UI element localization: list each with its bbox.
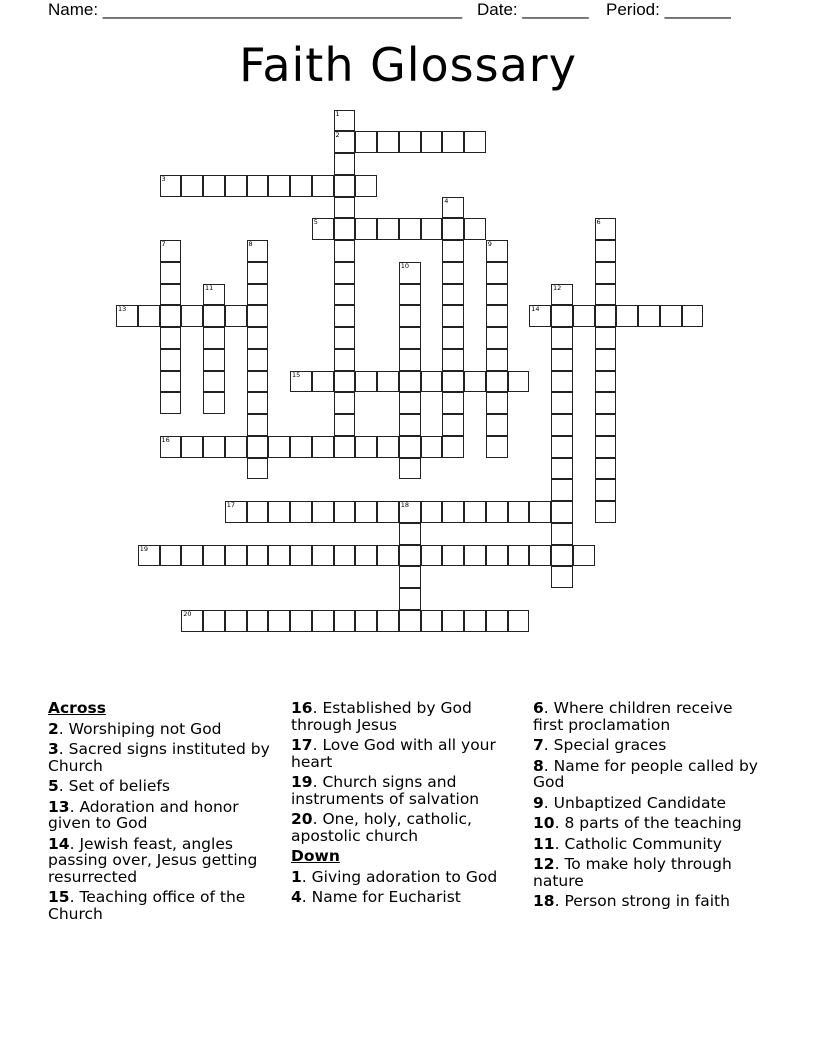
- cell-number: 17: [226, 501, 236, 509]
- cell-number: 13: [118, 305, 127, 314]
- grid-cell[interactable]: [682, 305, 704, 327]
- grid-cell[interactable]: [247, 371, 269, 393]
- grid-cell[interactable]: [160, 349, 182, 371]
- grid-cell[interactable]: [355, 501, 377, 523]
- clue-across-3: 3. Sacred signs instituted by Church: [48, 740, 270, 775]
- clue-across-20: 20. One, holy, catholic, apostolic church: [291, 810, 472, 845]
- clue-down-18: 18. Person strong in faith: [533, 892, 730, 910]
- grid-cell[interactable]: [486, 305, 508, 327]
- cell-number: 19: [139, 544, 149, 553]
- clue-text: Name for Eucharist: [311, 888, 461, 906]
- grid-cell[interactable]: [486, 414, 508, 436]
- clue-number: 18: [533, 892, 555, 910]
- grid-cell[interactable]: [290, 436, 312, 458]
- grid-cell[interactable]: [551, 501, 573, 523]
- clue-number: 8: [533, 756, 544, 775]
- cell-number: 16: [161, 435, 170, 444]
- down-heading: Down: [291, 847, 340, 865]
- grid-cell[interactable]: [442, 371, 464, 393]
- cell-number: 11: [205, 283, 214, 292]
- grid-cell[interactable]: [399, 566, 421, 588]
- grid-cell[interactable]: [399, 218, 421, 240]
- clue-across-5: 5. Set of beliefs: [48, 777, 170, 795]
- grid-cell[interactable]: [442, 414, 464, 436]
- clue-number: 17: [291, 736, 313, 754]
- grid-cell[interactable]: [290, 501, 312, 523]
- grid-cell[interactable]: [486, 349, 508, 371]
- clue-text: To make holy through nature: [533, 855, 732, 890]
- cell-number: 5: [313, 218, 318, 227]
- grid-cell[interactable]: [551, 458, 573, 480]
- grid-cell[interactable]: [442, 240, 464, 262]
- cell-number: 8: [248, 240, 253, 248]
- clue-number: 5: [48, 777, 59, 795]
- grid-cell[interactable]: [486, 610, 508, 632]
- grid-cell[interactable]: [160, 240, 182, 262]
- grid-cell[interactable]: [377, 436, 399, 458]
- grid-cell[interactable]: [486, 327, 508, 349]
- grid-cell[interactable]: [529, 501, 551, 523]
- cell-number: 20: [183, 609, 192, 618]
- grid-cell[interactable]: [399, 392, 421, 414]
- grid-cell[interactable]: [442, 284, 464, 306]
- cell-number: 2: [335, 131, 340, 140]
- grid-cell[interactable]: [595, 479, 617, 501]
- grid-cell[interactable]: [138, 545, 160, 567]
- grid-cell[interactable]: [334, 131, 356, 153]
- clue-number: 16: [291, 699, 313, 717]
- grid-cell[interactable]: [551, 327, 573, 349]
- clue-text: Teaching office of the Church: [48, 888, 246, 923]
- grid-cell[interactable]: [203, 545, 225, 567]
- period-field[interactable]: Period: _______: [606, 0, 731, 19]
- clue-text: Catholic Community: [564, 834, 722, 853]
- clue-down-6: 6. Where children receive first proclamation: [533, 699, 733, 734]
- grid-cell[interactable]: [160, 175, 182, 197]
- grid-cell[interactable]: [334, 327, 356, 349]
- clue-number: 2: [48, 719, 59, 738]
- grid-cell[interactable]: [247, 240, 269, 262]
- grid-cell[interactable]: [508, 545, 530, 567]
- grid-cell[interactable]: [486, 284, 508, 306]
- clue-text: Person strong in faith: [564, 892, 730, 910]
- grid-cell[interactable]: [616, 305, 638, 327]
- grid-cell[interactable]: [203, 392, 225, 414]
- grid-cell[interactable]: [486, 240, 508, 262]
- grid-cell[interactable]: [247, 327, 269, 349]
- grid-cell[interactable]: [203, 175, 225, 197]
- grid-cell[interactable]: [638, 305, 660, 327]
- grid-cell[interactable]: [529, 545, 551, 567]
- grid-cell[interactable]: [334, 545, 356, 567]
- clue-text: Jewish feast, angles passing over, Jesus getting resurrected: [48, 834, 258, 886]
- grid-cell[interactable]: [595, 501, 617, 523]
- grid-cell[interactable]: [508, 371, 530, 393]
- grid-cell[interactable]: [203, 327, 225, 349]
- grid-cell[interactable]: [442, 545, 464, 567]
- cell-number: 1: [335, 109, 340, 118]
- grid-cell[interactable]: [312, 436, 334, 458]
- grid-cell[interactable]: [247, 305, 269, 327]
- grid-cell[interactable]: [160, 436, 182, 458]
- grid-cell[interactable]: [529, 305, 551, 327]
- clue-text: Established by God through Jesus: [291, 699, 472, 734]
- grid-cell[interactable]: [312, 218, 334, 240]
- clue-across-13: 13. Adoration and honor given to God: [48, 797, 239, 832]
- clue-number: 7: [533, 736, 544, 754]
- grid-cell[interactable]: [486, 501, 508, 523]
- grid-cell[interactable]: [355, 371, 377, 393]
- cell-number: 18: [400, 501, 410, 509]
- grid-cell[interactable]: [486, 392, 508, 414]
- clue-number: 10: [533, 814, 555, 832]
- grid-cell[interactable]: [421, 610, 443, 632]
- grid-cell[interactable]: [247, 175, 269, 197]
- grid-cell[interactable]: [355, 218, 377, 240]
- grid-cell[interactable]: [203, 284, 225, 306]
- grid-cell[interactable]: [247, 436, 269, 458]
- grid-cell[interactable]: [312, 175, 334, 197]
- cell-number: 4: [444, 196, 449, 205]
- page-title: Faith Glossary: [239, 38, 577, 92]
- grid-cell[interactable]: [268, 545, 290, 567]
- grid-cell[interactable]: [595, 436, 617, 458]
- clue-down-10: 10. 8 parts of the teaching: [533, 814, 742, 832]
- grid-cell[interactable]: [595, 392, 617, 414]
- grid-cell[interactable]: [464, 218, 486, 240]
- grid-cell[interactable]: [442, 305, 464, 327]
- grid-cell[interactable]: [138, 305, 160, 327]
- grid-cell[interactable]: [247, 458, 269, 480]
- grid-cell[interactable]: [595, 414, 617, 436]
- grid-cell[interactable]: [225, 436, 247, 458]
- grid-cell[interactable]: [334, 436, 356, 458]
- cell-number: 6: [596, 218, 601, 227]
- grid-cell[interactable]: [399, 610, 421, 632]
- grid-cell[interactable]: [290, 371, 312, 393]
- grid-cell[interactable]: [225, 305, 247, 327]
- grid-cell[interactable]: [334, 197, 356, 219]
- grid-cell[interactable]: [334, 175, 356, 197]
- grid-cell[interactable]: [551, 414, 573, 436]
- clues-column-1: [48, 700, 273, 926]
- clue-text: Church signs and instruments of salvation: [291, 773, 480, 808]
- clue-text: Sacred signs instituted by Church: [48, 740, 270, 775]
- grid-cell[interactable]: [290, 175, 312, 197]
- clue-number: 9: [533, 793, 544, 812]
- grid-cell[interactable]: [334, 610, 356, 632]
- grid-cell[interactable]: [312, 501, 334, 523]
- grid-cell[interactable]: [334, 262, 356, 284]
- grid-cell[interactable]: [334, 284, 356, 306]
- clues-column-2: [291, 700, 516, 910]
- cell-number: 14: [531, 305, 540, 314]
- grid-cell[interactable]: [464, 545, 486, 567]
- grid-cell[interactable]: [334, 110, 356, 132]
- grid-cell[interactable]: [442, 327, 464, 349]
- grid-cell[interactable]: [595, 240, 617, 262]
- clue-text: Love God with all your heart: [291, 736, 496, 771]
- grid-cell[interactable]: [160, 284, 182, 306]
- grid-cell[interactable]: [290, 545, 312, 567]
- grid-cell[interactable]: [486, 436, 508, 458]
- clue-down-11: 11. Catholic Community: [533, 834, 722, 853]
- grid-cell[interactable]: [442, 610, 464, 632]
- grid-cell[interactable]: [334, 371, 356, 393]
- grid-cell[interactable]: [355, 131, 377, 153]
- grid-cell[interactable]: [181, 436, 203, 458]
- grid-cell[interactable]: [464, 610, 486, 632]
- clue-number: 1: [291, 867, 302, 886]
- grid-cell[interactable]: [247, 392, 269, 414]
- grid-cell[interactable]: [225, 545, 247, 567]
- grid-cell[interactable]: [551, 371, 573, 393]
- grid-cell[interactable]: [116, 305, 138, 327]
- clue-text: One, holy, catholic, apostolic church: [291, 810, 472, 845]
- grid-cell[interactable]: [247, 610, 269, 632]
- grid-cell[interactable]: [442, 197, 464, 219]
- grid-cell[interactable]: [160, 327, 182, 349]
- grid-cell[interactable]: [551, 284, 573, 306]
- grid-cell[interactable]: [160, 545, 182, 567]
- grid-cell[interactable]: [399, 371, 421, 393]
- grid-cell[interactable]: [181, 305, 203, 327]
- grid-cell[interactable]: [268, 610, 290, 632]
- grid-cell[interactable]: [247, 262, 269, 284]
- grid-cell[interactable]: [486, 262, 508, 284]
- clues-column-3: [533, 700, 763, 914]
- grid-cell[interactable]: [660, 305, 682, 327]
- grid-cell[interactable]: [268, 175, 290, 197]
- grid-cell[interactable]: [595, 218, 617, 240]
- clue-across-19: 19. Church signs and instruments of salvation: [291, 773, 480, 808]
- grid-cell[interactable]: [334, 414, 356, 436]
- grid-cell[interactable]: [595, 349, 617, 371]
- clue-across-15: 15. Teaching office of the Church: [48, 888, 246, 923]
- grid-cell[interactable]: [355, 545, 377, 567]
- clue-text: Where children receive first proclamation: [533, 699, 733, 734]
- grid-cell[interactable]: [377, 371, 399, 393]
- grid-cell[interactable]: [551, 392, 573, 414]
- cell-number: 3: [161, 174, 166, 183]
- grid-cell[interactable]: [355, 610, 377, 632]
- grid-cell[interactable]: [399, 327, 421, 349]
- grid-cell[interactable]: [160, 262, 182, 284]
- clue-text: Name for people called by God: [533, 756, 758, 791]
- grid-cell[interactable]: [312, 610, 334, 632]
- grid-cell[interactable]: [421, 371, 443, 393]
- clue-number: 3: [48, 740, 59, 758]
- cell-number: 15: [292, 370, 301, 379]
- grid-cell[interactable]: [247, 545, 269, 567]
- grid-cell[interactable]: [181, 175, 203, 197]
- grid-cell[interactable]: [225, 501, 247, 523]
- grid-cell[interactable]: [334, 240, 356, 262]
- grid-cell[interactable]: [595, 284, 617, 306]
- grid-cell[interactable]: [334, 305, 356, 327]
- grid-cell[interactable]: [421, 131, 443, 153]
- grid-cell[interactable]: [421, 218, 443, 240]
- grid-cell[interactable]: [334, 153, 356, 175]
- cell-number: 12: [553, 283, 562, 292]
- grid-cell[interactable]: [442, 218, 464, 240]
- grid-cell[interactable]: [595, 458, 617, 480]
- grid-cell[interactable]: [247, 284, 269, 306]
- grid-cell[interactable]: [247, 501, 269, 523]
- grid-cell[interactable]: [399, 284, 421, 306]
- clue-number: 20: [291, 810, 313, 828]
- grid-cell[interactable]: [464, 501, 486, 523]
- grid-cell[interactable]: [203, 436, 225, 458]
- clue-number: 4: [291, 888, 302, 906]
- grid-cell[interactable]: [377, 610, 399, 632]
- grid-cell[interactable]: [551, 436, 573, 458]
- grid-cell[interactable]: [225, 175, 247, 197]
- clue-across-17: 17. Love God with all your heart: [291, 736, 496, 771]
- cell-number: 10: [400, 261, 410, 270]
- grid-cell[interactable]: [355, 436, 377, 458]
- grid-cell[interactable]: [203, 610, 225, 632]
- grid-cell[interactable]: [355, 175, 377, 197]
- grid-cell[interactable]: [442, 262, 464, 284]
- clue-down-12: 12. To make holy through nature: [533, 855, 732, 890]
- grid-cell[interactable]: [551, 545, 573, 567]
- grid-cell[interactable]: [268, 436, 290, 458]
- grid-cell[interactable]: [595, 305, 617, 327]
- grid-cell[interactable]: [595, 262, 617, 284]
- clue-text: Special graces: [553, 736, 667, 754]
- clue-down-7: 7. Special graces: [533, 736, 667, 754]
- grid-cell[interactable]: [312, 545, 334, 567]
- clue-across-14: 14. Jewish feast, angles passing over, Jesus getting resurrected: [48, 834, 258, 886]
- grid-cell[interactable]: [442, 501, 464, 523]
- grid-cell[interactable]: [225, 610, 247, 632]
- cell-number: 9: [487, 240, 492, 248]
- grid-cell[interactable]: [181, 610, 203, 632]
- grid-cell[interactable]: [464, 371, 486, 393]
- clue-text: Unbaptized Candidate: [553, 793, 727, 812]
- grid-cell[interactable]: [508, 501, 530, 523]
- grid-cell[interactable]: [399, 545, 421, 567]
- grid-cell[interactable]: [486, 545, 508, 567]
- grid-cell[interactable]: [160, 305, 182, 327]
- grid-cell[interactable]: [508, 610, 530, 632]
- grid-cell[interactable]: [203, 371, 225, 393]
- clue-text: Adoration and honor given to God: [48, 797, 239, 832]
- grid-cell[interactable]: [203, 305, 225, 327]
- grid-cell[interactable]: [334, 349, 356, 371]
- grid-cell[interactable]: [334, 392, 356, 414]
- grid-cell[interactable]: [595, 327, 617, 349]
- grid-cell[interactable]: [160, 371, 182, 393]
- clue-number: 11: [533, 834, 555, 853]
- grid-cell[interactable]: [399, 523, 421, 545]
- grid-cell[interactable]: [377, 501, 399, 523]
- grid-cell[interactable]: [421, 436, 443, 458]
- grid-cell[interactable]: [551, 479, 573, 501]
- grid-cell[interactable]: [421, 545, 443, 567]
- grid-cell[interactable]: [442, 349, 464, 371]
- grid-cell[interactable]: [377, 218, 399, 240]
- grid-cell[interactable]: [181, 545, 203, 567]
- grid-cell[interactable]: [334, 501, 356, 523]
- clue-text: 8 parts of the teaching: [564, 814, 742, 832]
- grid-cell[interactable]: [312, 371, 334, 393]
- grid-cell[interactable]: [399, 262, 421, 284]
- grid-cell[interactable]: [399, 131, 421, 153]
- grid-cell[interactable]: [247, 414, 269, 436]
- grid-cell[interactable]: [399, 414, 421, 436]
- grid-cell[interactable]: [160, 392, 182, 414]
- clue-number: 19: [291, 773, 313, 791]
- grid-cell[interactable]: [442, 436, 464, 458]
- grid-cell[interactable]: [442, 392, 464, 414]
- grid-cell[interactable]: [399, 458, 421, 480]
- grid-cell[interactable]: [551, 305, 573, 327]
- grid-cell[interactable]: [573, 545, 595, 567]
- grid-cell[interactable]: [551, 566, 573, 588]
- grid-cell[interactable]: [421, 501, 443, 523]
- grid-cell[interactable]: [486, 371, 508, 393]
- clue-number: 14: [48, 834, 70, 853]
- grid-cell[interactable]: [334, 218, 356, 240]
- grid-cell[interactable]: [399, 349, 421, 371]
- clue-text: Giving adoration to God: [311, 867, 498, 886]
- clue-number: 12: [533, 855, 555, 873]
- clue-across-2: 2. Worshiping not God: [48, 719, 222, 738]
- clue-text: Set of beliefs: [68, 777, 170, 795]
- grid-cell[interactable]: [247, 349, 269, 371]
- grid-cell[interactable]: [442, 131, 464, 153]
- date-field[interactable]: Date: _______: [477, 0, 589, 19]
- clue-across-16: 16. Established by God through Jesus: [291, 699, 472, 734]
- cell-number: 7: [161, 240, 166, 248]
- grid-cell[interactable]: [551, 349, 573, 371]
- grid-cell[interactable]: [377, 131, 399, 153]
- grid-cell[interactable]: [399, 305, 421, 327]
- grid-cell[interactable]: [399, 501, 421, 523]
- grid-cell[interactable]: [399, 436, 421, 458]
- grid-cell[interactable]: [290, 610, 312, 632]
- clue-down-9: 9. Unbaptized Candidate: [533, 793, 727, 812]
- clue-text: Worshiping not God: [68, 719, 222, 738]
- grid-cell[interactable]: [203, 349, 225, 371]
- name-field[interactable]: Name: ______________________________________: [48, 0, 463, 19]
- clue-down-8: 8. Name for people called by God: [533, 756, 758, 791]
- clue-number: 15: [48, 888, 70, 906]
- grid-cell[interactable]: [464, 131, 486, 153]
- grid-cell[interactable]: [399, 588, 421, 610]
- clue-number: 6: [533, 699, 544, 717]
- grid-cell[interactable]: [551, 523, 573, 545]
- grid-cell[interactable]: [268, 501, 290, 523]
- grid-cell[interactable]: [377, 545, 399, 567]
- grid-cell[interactable]: [595, 371, 617, 393]
- grid-cell[interactable]: [573, 305, 595, 327]
- clue-number: 13: [48, 797, 70, 816]
- clue-down-1: 1. Giving adoration to God: [291, 867, 498, 886]
- across-heading: Across: [48, 699, 106, 717]
- clue-down-4: 4. Name for Eucharist: [291, 888, 461, 906]
